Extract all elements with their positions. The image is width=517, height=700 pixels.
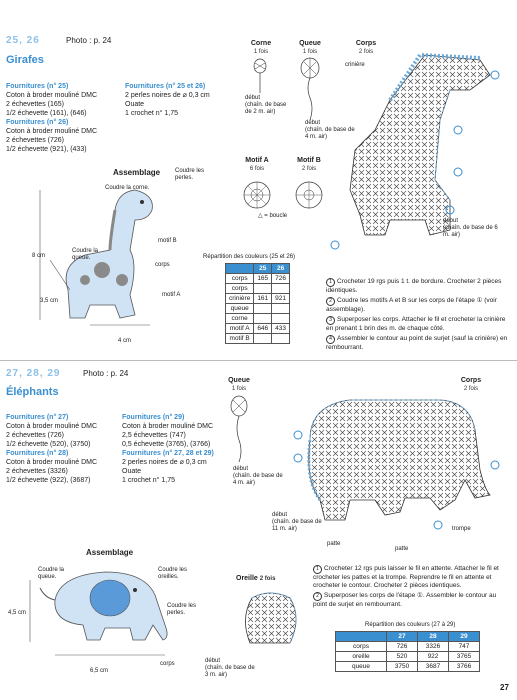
supplies-title: Fournitures (n° 27) — [6, 414, 69, 421]
table-cell: 3765 — [449, 652, 480, 662]
table-cell: 922 — [418, 652, 449, 662]
queue-diagram — [298, 58, 322, 128]
oreille-start — [205, 658, 255, 679]
oreille-title-text: Oreille — [236, 575, 258, 582]
supply-line: 2 perles noires de ⌀ 0,3 cm — [122, 459, 207, 466]
table-row — [226, 294, 290, 304]
chain-label: (chaîn. de base de 4 m. air) — [305, 127, 355, 140]
chain-label: (chaîn. de base de 2 m. air) — [245, 102, 287, 115]
table-cell: crinière — [226, 294, 254, 304]
table-cell: 3750 — [387, 662, 418, 672]
table-row — [336, 642, 480, 652]
giraffe-dim-width: 4 cm — [118, 338, 132, 344]
table-row — [226, 284, 290, 294]
step-1 — [313, 565, 508, 590]
supply-line: 2 échevettes (726) — [6, 137, 64, 144]
step-text: Assembler le contour au point de surjet (sauf la crinière) en rembourrant. — [326, 335, 508, 351]
supply-line: Coton à broder mouliné DMC — [6, 423, 98, 430]
elephant-queue-count: 1 fois — [231, 386, 247, 392]
table-cell: corps — [226, 274, 254, 284]
giraffe-table-title: Répartition des couleurs (25 et 26) — [203, 254, 296, 260]
giraffe-supplies-25 — [6, 82, 116, 154]
elephant-queue-title: Queue — [228, 377, 250, 384]
table-cell — [254, 284, 272, 294]
elephant-photo-ref: Photo : p. 24 — [83, 369, 129, 378]
corps-title: Corps — [355, 40, 377, 47]
table-header-cell: 29 — [449, 632, 480, 642]
table-cell: 3766 — [449, 662, 480, 672]
motif-a-count: 6 fois — [249, 166, 265, 172]
elephant-assembly-label-perles: Coudre les perles. — [167, 603, 197, 616]
table-cell: 726 — [387, 642, 418, 652]
table-header-cell: 26 — [272, 264, 290, 274]
step-text: Crocheter 19 rgs puis 1 t. de bordure. Crocheter 2 pièces identiques. — [326, 278, 502, 294]
table-cell — [254, 334, 272, 344]
start-label: début — [443, 218, 459, 224]
giraffe-dim-height: 8 cm — [32, 253, 46, 259]
elephant-queue-start — [233, 466, 283, 487]
motif-b-count: 2 fois — [301, 166, 317, 172]
supply-line: 1/2 échevette (921), (433) — [6, 146, 87, 153]
elephant-queue-diagram — [228, 396, 250, 466]
step-2 — [326, 297, 512, 314]
giraffe-supplies-common — [125, 82, 240, 118]
table-header-cell: 28 — [418, 632, 449, 642]
table-row — [336, 662, 480, 672]
elephant-assembly-label-oreilles: Coudre les oreilles. — [158, 567, 188, 580]
corne-count: 1 fois — [253, 49, 269, 55]
elephant-pattern-number: 27, 28, 29 — [6, 368, 61, 379]
supply-line: 2 échevettes (726) — [6, 432, 64, 439]
queue-count: 1 fois — [302, 49, 318, 55]
table-cell: 433 — [272, 324, 290, 334]
supply-line: Ouate — [125, 101, 145, 108]
step-number: 1 — [326, 278, 335, 287]
table-row — [226, 324, 290, 334]
giraffe-photo-ref: Photo : p. 24 — [66, 36, 112, 45]
elephant-corps-title: Corps — [460, 377, 482, 384]
table-cell: motif B — [226, 334, 254, 344]
elephant-assembly-title: Assemblage — [86, 548, 134, 557]
table-cell: 520 — [387, 652, 418, 662]
step-text: Superposer les corps. Attacher le fil et crocheter la crinière en prenant 1 brin des m. de chaque côté. — [326, 316, 506, 332]
chain-label: (chaîn. de base de 6 m. air) — [443, 225, 498, 238]
giraffe-assembly-label-corne: Coudre la corne. — [105, 185, 150, 191]
giraffe-color-table — [225, 263, 290, 344]
elephant-color-table — [335, 631, 480, 672]
chain-label: (chaîn. de base de 4 m. air) — [233, 473, 283, 486]
corne-title: Corne — [250, 40, 272, 47]
supplies-title: Fournitures (n° 26) — [6, 119, 69, 126]
elephant-dim-height: 4,5 cm — [8, 610, 27, 616]
supplies-title: Fournitures (n° 29) — [122, 414, 185, 421]
start-label: début — [233, 466, 249, 472]
step-text: Crocheter 12 rgs puis laisser le fil en attente. Attacher le fil et crocheter les pattes et la trompe. Reprendre le fil en attente et crocheter le contour. Crocheter 2 pièces identiques. — [313, 565, 499, 589]
table-header-cell — [226, 264, 254, 274]
page-number: 27 — [500, 683, 509, 692]
elephant-dim-width: 6,5 cm — [90, 668, 109, 674]
corne-start — [245, 95, 287, 116]
corps-count: 2 fois — [358, 49, 374, 55]
boucle-legend: △ = boucle — [258, 213, 288, 219]
table-cell: 747 — [449, 642, 480, 652]
table-cell: 646 — [254, 324, 272, 334]
table-cell: 3326 — [418, 642, 449, 652]
elephant-title: Éléphants — [6, 386, 59, 398]
oreille-title — [236, 575, 275, 582]
step-number: 2 — [313, 592, 322, 601]
step-text: Superposer les corps de l'étape ①. Assembler le contour au point de surjet en rembourrant. — [313, 592, 497, 608]
start-label: début — [305, 120, 321, 126]
step-number: 1 — [313, 565, 322, 574]
queue-title: Queue — [299, 40, 321, 47]
supplies-title: Fournitures (n° 27, 28 et 29) — [122, 450, 214, 457]
supply-line: Coton à broder mouliné DMC — [6, 459, 98, 466]
table-cell: corne — [226, 314, 254, 324]
motif-b-diagram — [292, 178, 326, 212]
giraffe-assembly-label-perles: Coudre les perles. — [175, 168, 205, 181]
table-row — [226, 334, 290, 344]
supply-line: 2 perles noires de ⌀ 0,3 cm — [125, 92, 210, 99]
motif-a-title: Motif A — [245, 157, 269, 164]
table-cell: queue — [336, 662, 387, 672]
oreille-count: 2 fois — [259, 576, 276, 582]
table-cell — [254, 304, 272, 314]
start-label: début — [205, 658, 221, 664]
step-number: 3 — [326, 316, 335, 325]
table-cell: 726 — [272, 274, 290, 284]
giraffe-pattern-number: 25, 26 — [6, 35, 40, 46]
table-cell: 161 — [254, 294, 272, 304]
table-cell: corps — [226, 284, 254, 294]
table-row — [226, 274, 290, 284]
table-header-cell: 27 — [387, 632, 418, 642]
elephant-patte-label-2: patte — [395, 546, 409, 552]
supplies-title: Fournitures (n° 25) — [6, 83, 69, 90]
supply-line: 1 crochet n° 1,75 — [122, 477, 175, 484]
giraffe-assembly-label-queue: Coudre la queue. — [72, 248, 99, 261]
giraffe-title: Girafes — [6, 54, 44, 66]
supplies-title: Fournitures (n° 28) — [6, 450, 69, 457]
table-cell — [272, 284, 290, 294]
oreille-diagram — [240, 588, 305, 648]
table-row — [226, 314, 290, 324]
corne-diagram — [250, 58, 270, 98]
table-row — [226, 304, 290, 314]
supply-line: Coton à broder mouliné DMC — [6, 128, 98, 135]
supply-line: Coton à broder mouliné DMC — [122, 423, 214, 430]
table-cell — [272, 314, 290, 324]
elephant-steps — [313, 565, 508, 611]
supply-line: 2 échevettes (165) — [6, 101, 64, 108]
table-cell: 165 — [254, 274, 272, 284]
section-divider — [0, 360, 517, 361]
start-label: début — [272, 512, 288, 518]
mane-label: crinière — [345, 62, 365, 68]
table-cell: motif A — [226, 324, 254, 334]
giraffe-assembly-title: Assemblage — [113, 168, 161, 177]
elephant-patte-label: patte — [327, 541, 341, 547]
table-header-row — [336, 632, 480, 642]
elephant-corps-count: 2 fois — [463, 386, 479, 392]
giraffe-dim-small: 3,5 cm — [40, 298, 59, 304]
elephant-trompe-label: trompe — [452, 526, 471, 532]
table-cell: queue — [226, 304, 254, 314]
step-text: Coudre les motifs A et B sur les corps de l'étape ① (voir assemblage). — [326, 297, 497, 313]
step-4 — [326, 335, 512, 352]
giraffe-assembly-label-motif-a: motif A — [162, 292, 181, 298]
table-cell: oreille — [336, 652, 387, 662]
motif-a-diagram — [240, 178, 274, 212]
supply-line: 2 échevettes (3326) — [6, 468, 68, 475]
elephant-assembly-label-corps: corps — [160, 661, 175, 667]
supply-line: 0,5 échevette (3765), (3766) — [122, 441, 211, 448]
supply-line: 1/2 échevette (520), (3750) — [6, 441, 91, 448]
table-header-row — [226, 264, 290, 274]
elephant-table-title: Répartition des couleurs (27 à 29) — [365, 622, 456, 628]
motif-b-title: Motif B — [297, 157, 321, 164]
giraffe-assembly-label-corps: corps — [155, 262, 170, 268]
supply-line: 1 crochet n° 1,75 — [125, 110, 178, 117]
elephant-supplies-27-28 — [6, 413, 118, 485]
supply-line: 1/2 échevette (161), (646) — [6, 110, 87, 117]
table-cell — [272, 304, 290, 314]
start-label: début — [245, 95, 261, 101]
step-2 — [313, 592, 508, 609]
elephant-supplies-29-common — [122, 413, 232, 485]
supplies-title: Fournitures (n° 25 et 26) — [125, 83, 206, 90]
table-cell — [254, 314, 272, 324]
table-cell — [272, 334, 290, 344]
supply-line: Ouate — [122, 468, 142, 475]
chain-label: (chaîn. de base de 3 m. air) — [205, 665, 255, 678]
supply-line: 2,5 échevettes (747) — [122, 432, 186, 439]
supply-line: Coton à broder mouliné DMC — [6, 92, 98, 99]
chain-label: (chaîn. de base de 11 m. air) — [272, 519, 322, 532]
step-number: 4 — [326, 335, 335, 344]
table-cell: 921 — [272, 294, 290, 304]
table-cell: 3687 — [418, 662, 449, 672]
step-number: 2 — [326, 297, 335, 306]
supply-line: 1/2 échevette (922), (3687) — [6, 477, 91, 484]
step-1 — [326, 278, 512, 295]
elephant-assembly-label-queue: Coudre la queue. — [38, 567, 65, 580]
elephant-body-diagram — [290, 380, 505, 540]
step-3 — [326, 316, 512, 333]
corps-start — [443, 218, 503, 239]
table-cell: corps — [336, 642, 387, 652]
table-header-cell: 25 — [254, 264, 272, 274]
elephant-corps-start — [272, 512, 322, 533]
table-header-cell — [336, 632, 387, 642]
table-row — [336, 652, 480, 662]
giraffe-steps — [326, 278, 512, 354]
giraffe-assembly-label-motif-b: motif B — [158, 238, 177, 244]
